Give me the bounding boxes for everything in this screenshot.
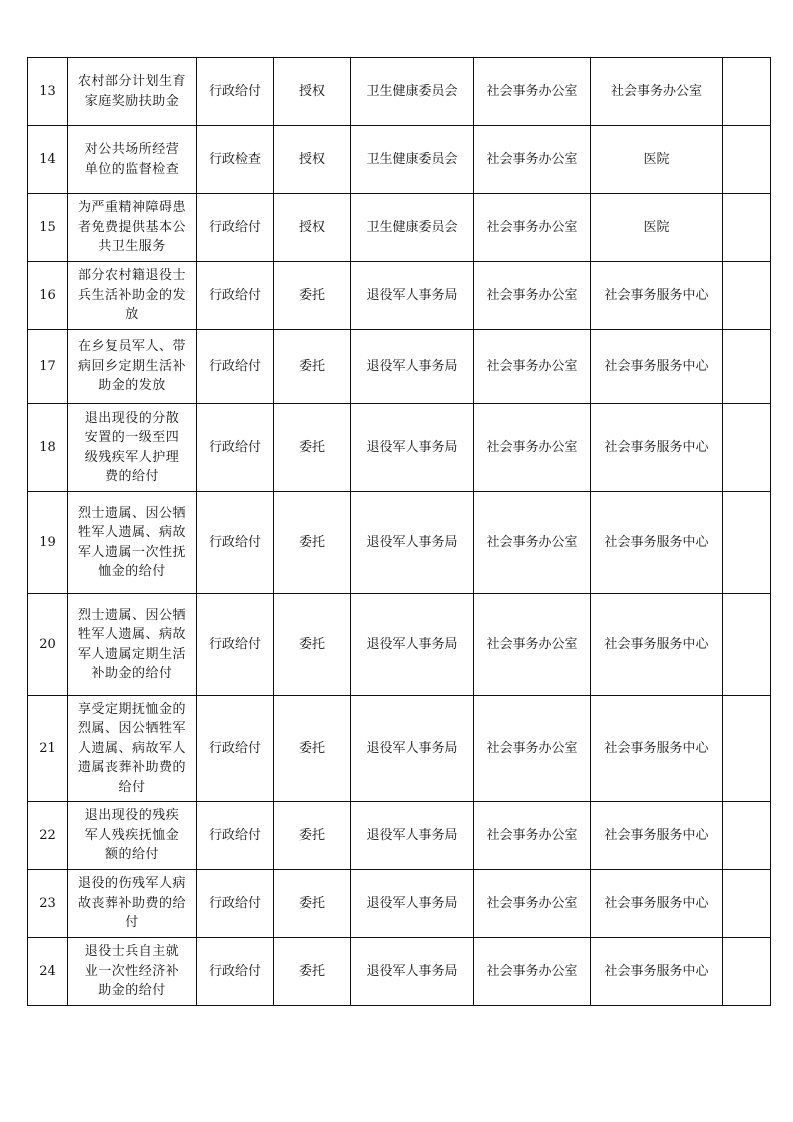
remarks-cell [723,194,771,262]
responsible-office: 社会事务办公室 [474,58,591,126]
original-department: 退役军人事务局 [351,404,474,492]
row-number: 19 [28,492,68,594]
table-row [28,194,771,262]
original-department: 退役军人事务局 [351,594,474,696]
row-number: 14 [28,126,68,194]
table-row [28,938,771,1006]
matter-name-text: 农村部分计划生育家庭奖励扶助金 [77,74,186,109]
remarks-cell [723,802,771,870]
matter-name [68,802,197,870]
responsible-office: 社会事务办公室 [474,126,591,194]
responsible-office: 社会事务办公室 [474,492,591,594]
implementing-unit: 社会事务服务中心 [591,330,723,404]
row-number: 22 [28,802,68,870]
row-number: 17 [28,330,68,404]
delegation-mode: 授权 [274,194,351,262]
original-department: 退役军人事务局 [351,330,474,404]
remarks-cell [723,938,771,1006]
implementing-unit: 社会事务服务中心 [591,870,723,938]
table-row [28,696,771,802]
implementing-unit: 社会事务服务中心 [591,404,723,492]
matter-name-text: 退役士兵自主就业一次性经济补助金的给付 [84,944,180,999]
remarks-cell [723,696,771,802]
matter-type: 行政给付 [197,492,274,594]
matter-name-text: 烈士遗属、因公牺牲军人遗属、病故军人遗属定期生活补助金的给付 [77,607,186,681]
matter-name-text: 退役的伤残军人病故丧葬补助费的给付 [77,876,186,931]
matter-name-text: 退出现役的分散安置的一级至四级残疾军人护理费的给付 [84,410,180,484]
delegation-mode: 委托 [274,870,351,938]
responsible-office: 社会事务办公室 [474,262,591,330]
row-number: 16 [28,262,68,330]
matters-table [27,57,771,1006]
row-number: 23 [28,870,68,938]
remarks-cell [723,58,771,126]
implementing-unit: 社会事务办公室 [591,58,723,126]
table-row [28,594,771,696]
delegation-mode: 委托 [274,404,351,492]
table-row [28,58,771,126]
matter-name [68,870,197,938]
matter-type: 行政给付 [197,330,274,404]
implementing-unit: 社会事务服务中心 [591,262,723,330]
matter-type: 行政给付 [197,802,274,870]
matter-name [68,194,197,262]
table-row [28,404,771,492]
matter-name [68,696,197,802]
row-number: 13 [28,58,68,126]
delegation-mode: 委托 [274,802,351,870]
matter-name [68,330,197,404]
original-department: 退役军人事务局 [351,696,474,802]
delegation-mode: 委托 [274,262,351,330]
delegation-mode: 委托 [274,492,351,594]
matter-type: 行政给付 [197,594,274,696]
matter-name-text: 在乡复员军人、带病回乡定期生活补助金的发放 [77,339,186,394]
table-row [28,870,771,938]
implementing-unit: 社会事务服务中心 [591,594,723,696]
matter-type: 行政给付 [197,262,274,330]
matter-name-text: 对公共场所经营单位的监督检查 [84,142,180,177]
original-department: 退役军人事务局 [351,870,474,938]
matter-name-text: 部分农村籍退役士兵生活补助金的发放 [77,268,186,323]
matter-name [68,492,197,594]
original-department: 卫生健康委员会 [351,126,474,194]
original-department: 退役军人事务局 [351,938,474,1006]
matter-name [68,126,197,194]
row-number: 21 [28,696,68,802]
table-row [28,126,771,194]
remarks-cell [723,126,771,194]
matter-name [68,594,197,696]
matter-name [68,262,197,330]
delegation-mode: 委托 [274,938,351,1006]
implementing-unit: 社会事务服务中心 [591,938,723,1006]
original-department: 退役军人事务局 [351,262,474,330]
implementing-unit: 医院 [591,194,723,262]
matter-type: 行政给付 [197,938,274,1006]
row-number: 20 [28,594,68,696]
table-row [28,262,771,330]
remarks-cell [723,594,771,696]
responsible-office: 社会事务办公室 [474,802,591,870]
implementing-unit: 社会事务服务中心 [591,696,723,802]
matter-type: 行政检查 [197,126,274,194]
remarks-cell [723,404,771,492]
row-number: 18 [28,404,68,492]
responsible-office: 社会事务办公室 [474,938,591,1006]
responsible-office: 社会事务办公室 [474,330,591,404]
matter-type: 行政给付 [197,194,274,262]
implementing-unit: 社会事务服务中心 [591,492,723,594]
row-number: 24 [28,938,68,1006]
matter-type: 行政给付 [197,404,274,492]
remarks-cell [723,870,771,938]
remarks-cell [723,330,771,404]
implementing-unit: 医院 [591,126,723,194]
responsible-office: 社会事务办公室 [474,404,591,492]
original-department: 退役军人事务局 [351,492,474,594]
matter-name [68,58,197,126]
implementing-unit: 社会事务服务中心 [591,802,723,870]
delegation-mode: 委托 [274,594,351,696]
matter-name [68,938,197,1006]
matter-name-text: 退出现役的残疾军人残疾抚恤金额的给付 [84,808,180,863]
matter-name [68,404,197,492]
matter-type: 行政给付 [197,58,274,126]
responsible-office: 社会事务办公室 [474,870,591,938]
responsible-office: 社会事务办公室 [474,594,591,696]
delegation-mode: 委托 [274,696,351,802]
row-number: 15 [28,194,68,262]
original-department: 退役军人事务局 [351,802,474,870]
table-row [28,330,771,404]
table-row [28,492,771,594]
original-department: 卫生健康委员会 [351,58,474,126]
responsible-office: 社会事务办公室 [474,696,591,802]
delegation-mode: 授权 [274,126,351,194]
matter-name-text: 享受定期抚恤金的烈属、因公牺牲军人遗属、病故军人遗属丧葬补助费的给付 [77,701,186,795]
matter-name-text: 为严重精神障碍患者免费提供基本公共卫生服务 [77,200,186,255]
matter-type: 行政给付 [197,870,274,938]
table-body [28,58,771,1006]
table-row [28,802,771,870]
matter-type: 行政给付 [197,696,274,802]
responsible-office: 社会事务办公室 [474,194,591,262]
remarks-cell [723,492,771,594]
delegation-mode: 授权 [274,58,351,126]
delegation-mode: 委托 [274,330,351,404]
matter-name-text: 烈士遗属、因公牺牲军人遗属、病故军人遗属一次性抚恤金的给付 [77,505,186,579]
original-department: 卫生健康委员会 [351,194,474,262]
remarks-cell [723,262,771,330]
